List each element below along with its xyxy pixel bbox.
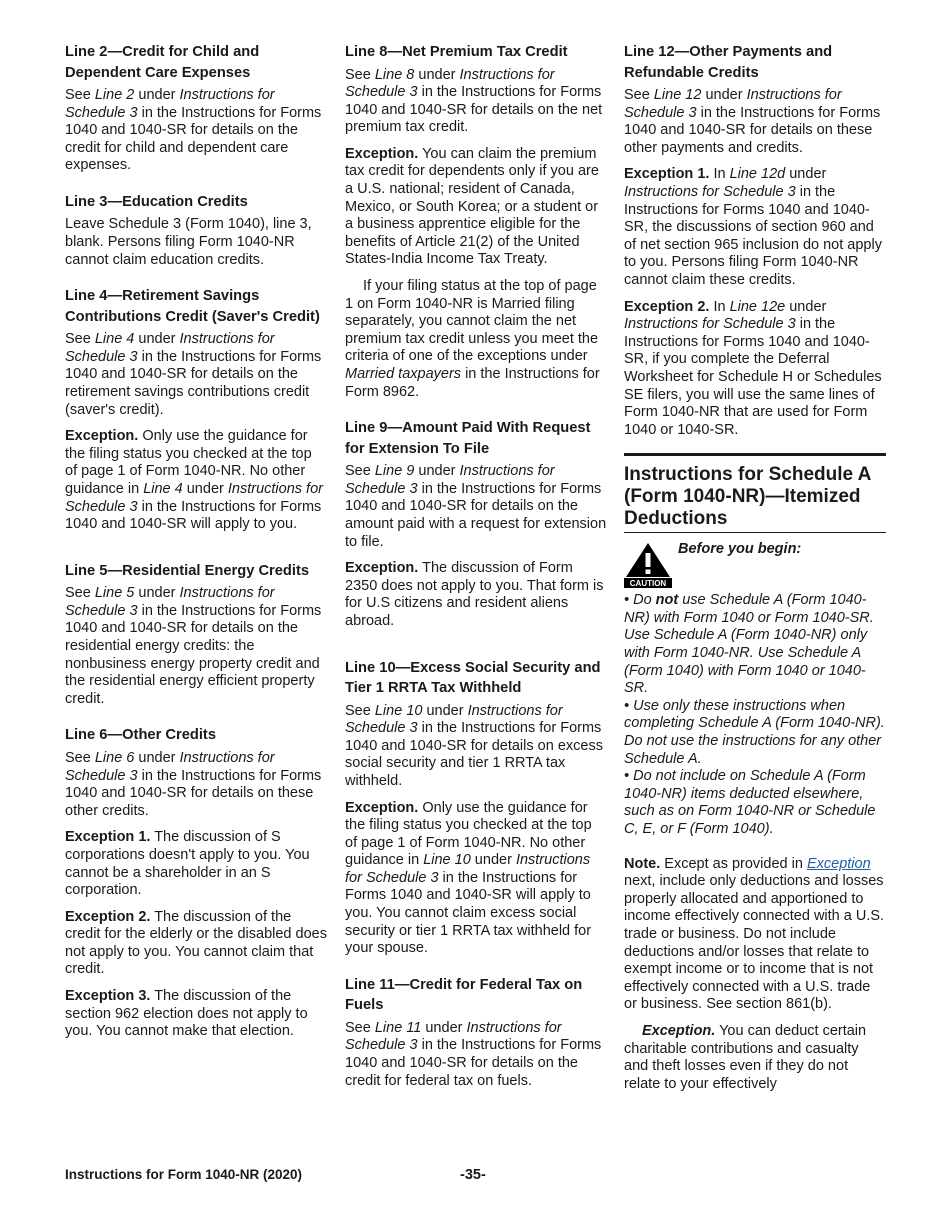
heading-line-6: Line 6—Other Credits [65, 727, 216, 744]
section-line-3 [65, 192, 327, 269]
caution-bullets [624, 592, 886, 838]
section-divider [624, 453, 886, 456]
column-1 [65, 42, 327, 1058]
caution-icon [624, 541, 672, 588]
body-line-8: See Line 8 under Instructions for Schedule 3 in the Instructions for Forms 1040 and 1040-SR for details on the net premium tax credit. [345, 66, 603, 136]
section-line-10 [345, 658, 607, 958]
section-line-4 [65, 286, 327, 534]
section-line-11 [345, 975, 607, 1090]
married-filing-paragraph: If your filing status at the top of page 1 on Form 1040-NR is Married filing separately, you cannot claim the net premium tax credit unless you meet the criteria of one of the exceptions under Married taxpayers in the Instructions for Form 8962. [345, 278, 600, 400]
section-line-8 [345, 42, 607, 401]
note-paragraph: Note. Except as provided in Exception next, include only deductions and losses properly allocated and apportioned to income effectively connected with a U.S. trade or business. Do not include deductions and/or losses that relate to exempt income or to income that is not effectively connected with a U.S. trade or business. See section 861(b). [624, 855, 885, 1013]
body-line-4: See Line 4 under Instructions for Schedule 3 in the Instructions for Forms 1040 and 1040-SR for details on the retirement savings contributions credit (saver's credit). [65, 331, 322, 418]
heading-line-3: Line 3—Education Credits [65, 193, 248, 210]
section-line-2 [65, 42, 327, 175]
exception-1-line-12: Exception 1. In Line 12d under Instructions for Schedule 3 in the Instructions for Forms 1040 and 1040-SR, the discussions of section 960 and of net section 965 inclusion do not apply to you. Persons filing Form 1040-NR cannot claim these credits. [624, 166, 882, 288]
section-line-12 [624, 42, 886, 439]
heading-line-4: Line 4—Retirement Savings Contributions Credit (Saver's Credit) [65, 288, 320, 325]
footer-form-title: Instructions for Form 1040-NR (2020) [65, 1167, 303, 1182]
exception-line-4: Exception. Only use the guidance for the filing status you checked at the top of page 1 of Form 1040-NR. No other guidance in Line 4 under Instructions for Schedule 3 in the Instructions for Forms 1040 and 1040-SR will apply to you. [65, 428, 323, 533]
body-line-3: Leave Schedule 3 (Form 1040), line 3, blank. Persons filing Form 1040-NR cannot claim education credits. [65, 216, 312, 268]
exception-1-line-6: Exception 1. The discussion of S corporations doesn't apply to you. You cannot be a shareholder in an S corporation. [65, 829, 310, 899]
heading-line-11: Line 11—Credit for Federal Tax on Fuels [345, 976, 583, 1014]
caution-box [624, 541, 886, 588]
caution-icon-label: CAUTION [629, 579, 667, 589]
column-3 [624, 42, 886, 1093]
body-line-5: See Line 5 under Instructions for Schedule 3 in the Instructions for Forms 1040 and 1040-SR for details on the residential energy credits: the nonbusiness energy property credit and the residential energy efficient property credit. [65, 585, 322, 707]
heading-line-10: Line 10—Excess Social Security and Tier 1 RRTA Tax Withheld [345, 659, 601, 697]
caution-bullet-1: • Do not use Schedule A (Form 1040-NR) with Form 1040 or Form 1040-SR. Use Schedule A (Form 1040-NR) only with Form 1040-NR. Use Schedule A (Form 1040) with Form 1040 or 1040-SR. [624, 592, 874, 697]
schedule-a-title: Instructions for Schedule A (Form 1040-NR)—Itemized Deductions [624, 464, 886, 533]
exception-line-9: Exception. The discussion of Form 2350 does not apply to you. That form is for U.S citizens and resident aliens abroad. [345, 560, 604, 629]
section-schedule-a [624, 464, 886, 1093]
heading-line-12: Line 12—Other Payments and Refundable Credits [624, 44, 833, 81]
heading-line-9: Line 9—Amount Paid With Request for Extension To File [345, 420, 591, 457]
caution-bullet-2: • Use only these instructions when completing Schedule A (Form 1040-NR). Do not use the instructions for any other Schedule A. [624, 697, 885, 767]
exception-paragraph: Exception. You can deduct certain charitable contributions and casualty and theft losses even if they do not relate to your effectively [624, 1022, 867, 1092]
heading-line-8: Line 8—Net Premium Tax Credit [345, 44, 568, 60]
caution-bullet-3: • Do not include on Schedule A (Form 1040-NR) items deducted elsewhere, such as on Form 1040-NR or Schedule C, E, or F (Form 1040). [624, 768, 876, 837]
page-number: -35- [460, 1167, 486, 1183]
body-line-11: See Line 11 under Instructions for Schedule 3 in the Instructions for Forms 1040 and 1040-SR for details on the credit for federal tax on fuels. [345, 1019, 602, 1089]
body-line-6: See Line 6 under Instructions for Schedule 3 in the Instructions for Forms 1040 and 1040-SR for details on these other credits. [65, 749, 322, 819]
exception-2-line-12: Exception 2. In Line 12e under Instructions for Schedule 3 in the Instructions for Forms 1040 and 1040-SR, if you complete the Deferral Worksheet for Schedule H or Schedules SE filers, you will use the same lines of Form 1040-NR that are used for Form 1040 or 1040-SR. [624, 298, 882, 438]
caution-heading: Before you begin: [678, 541, 802, 558]
section-line-9 [345, 418, 607, 630]
body-line-9: See Line 9 under Instructions for Schedule 3 in the Instructions for Forms 1040 and 1040-SR for details on the amount paid with a request for extension to file. [345, 463, 607, 550]
column-2 [345, 42, 607, 1107]
exception-2-line-6: Exception 2. The discussion of the credit for the elderly or the disabled does not apply to you. You cannot claim that credit. [65, 908, 327, 978]
exception-3-line-6: Exception 3. The discussion of the section 962 election does not apply to you. You cannot make that election. [65, 988, 308, 1040]
heading-line-5: Line 5—Residential Energy Credits [65, 562, 310, 579]
exception-line-8: Exception. You can claim the premium tax credit for dependents only if you are a U.S. national; resident of Canada, Mexico, or South Korea; or a student or a business apprentice eligible for the benefits of Article 21(2) of the United States-India Income Tax Treaty. [345, 145, 599, 268]
body-line-2: See Line 2 under Instructions for Schedule 3 in the Instructions for Forms 1040 and 1040-SR for details on the credit for child and dependent care expenses. [65, 87, 322, 174]
exception-line-10: Exception. Only use the guidance for the filing status you checked at the top of page 1 of Form 1040-NR. No other guidance in Line 10 under Instructions for Schedule 3 in the Instructions for Forms 1040 and 1040-SR will apply to you. You cannot claim excess social security or tier 1 RRTA tax withheld for your spouse. [345, 799, 592, 957]
body-line-10: See Line 10 under Instructions for Schedule 3 in the Instructions for Forms 1040 and 1040-SR for details on excess social security and tier 1 RRTA tax withheld. [345, 702, 603, 789]
section-line-5 [65, 561, 327, 709]
exception-link[interactable]: Exception [806, 855, 871, 872]
section-line-6 [65, 725, 327, 1040]
body-line-12: See Line 12 under Instructions for Schedule 3 in the Instructions for Forms 1040 and 1040-SR for details on these other payments and credits. [624, 87, 881, 156]
heading-line-2: Line 2—Credit for Child and Dependent Care Expenses [65, 44, 260, 81]
